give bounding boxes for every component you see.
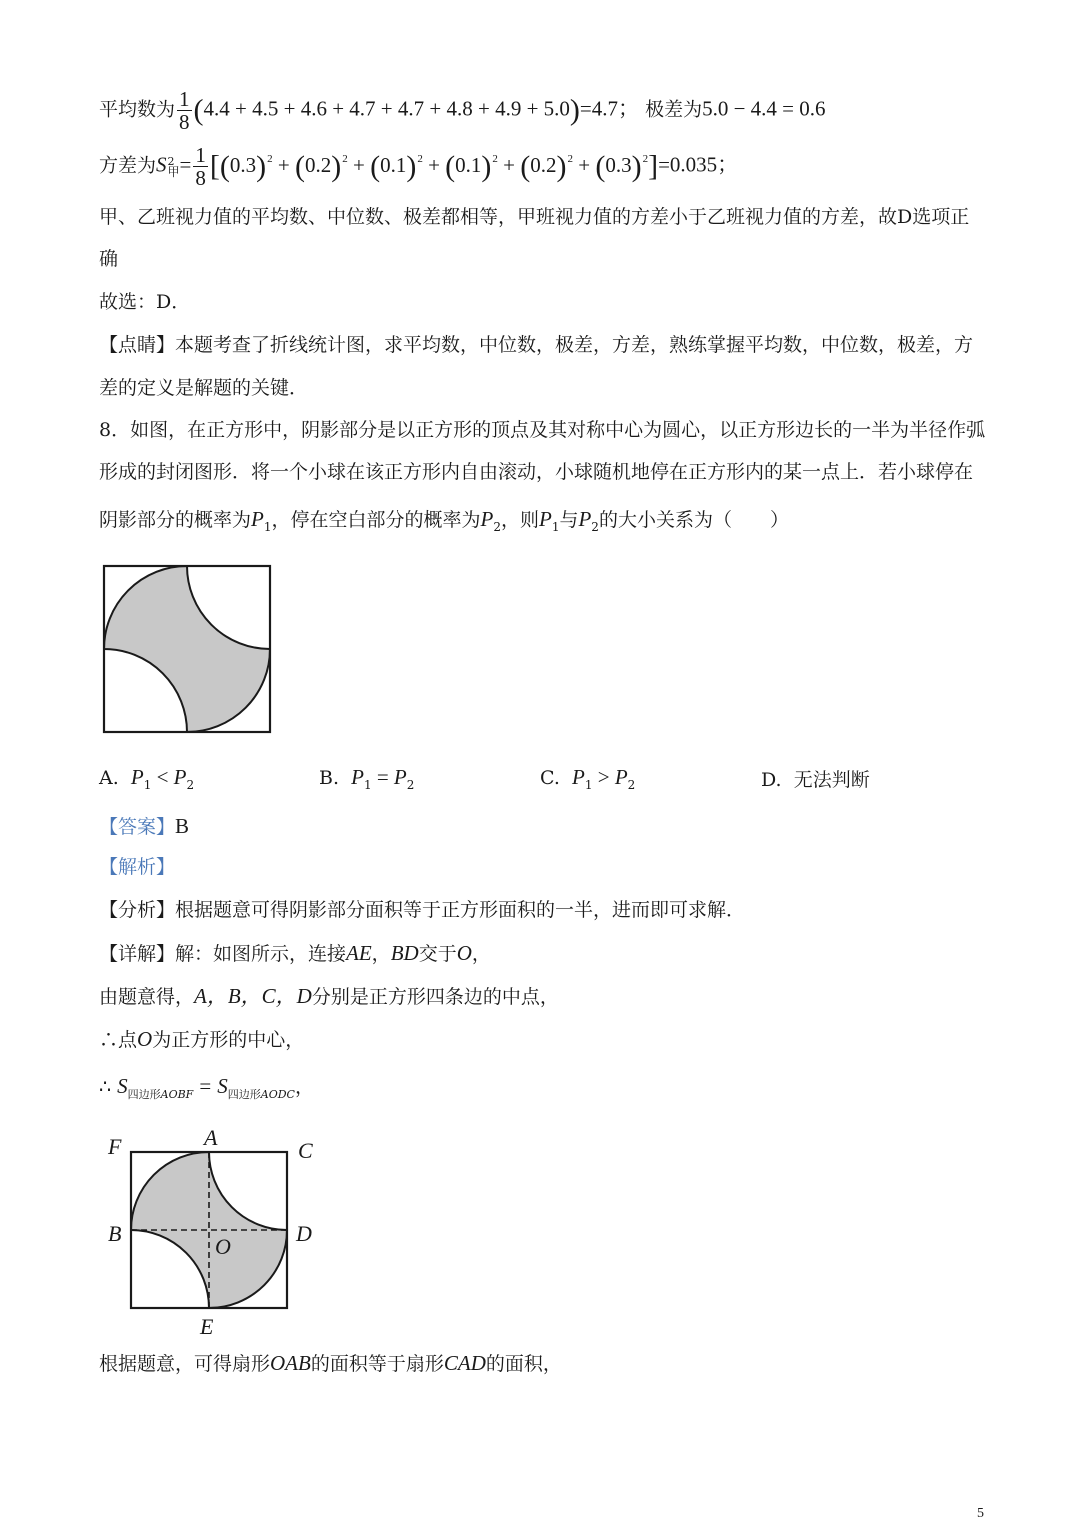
mean-line: 平均数为 $\frac{1}{8}$ (4.4 + 4.5 + 4.6 + 4.7 + 4.7 + 4.8 + 4.9 + 5.0)=4.7； 极差为5.0 − 4.4 = 0.6 xyxy=(99,87,826,134)
variance-line: 方差为S 2 甲 = $\frac{1}{8}$ $[(0.3)^2 + (0.2)^2 + (0.1)^2 + (0.1)^2 + (0.2)^2 + (0.3)^2]=0.035$； xyxy=(99,143,739,190)
detail-line-4: ∴ $S_{四边形AOBF} = S_{四边形AODC}$， xyxy=(99,1074,314,1101)
conclusion-line-1: 甲、乙班视力值的平均数、中位数、极差都相等，甲班视力值的方差小于乙班视力值的方差，故D选项正 xyxy=(99,206,970,228)
label-c: C xyxy=(298,1138,313,1163)
label-e: E xyxy=(200,1314,214,1339)
detail-line-3: ∴点O为正方形的中心， xyxy=(99,1027,305,1051)
conclusion-line-2: 确 xyxy=(99,248,119,270)
detail-line-2: 由题意得，A，B，C，D分别是正方形四条边的中点， xyxy=(99,984,559,1008)
question-figure xyxy=(104,566,270,732)
shaded-region xyxy=(104,566,270,732)
page-number: 5 xyxy=(977,1506,984,1521)
detail-line-1: 【详解】解：如图所示，连接AE，BD交于O， xyxy=(99,941,491,965)
label-d: D xyxy=(296,1221,312,1246)
range-label: 极差为 xyxy=(645,98,703,121)
mean-label: 平均数为 xyxy=(99,98,176,121)
analysis-line: 【分析】根据题意可得阴影部分面积等于正方形面积的一半，进而即可求解． xyxy=(99,899,746,921)
variance-terms: $(0.3)^2 + (0.2)^2 + (0.1)^2 + (0.1)^2 + (0.2)^2 + (0.3)^2$ xyxy=(219,149,649,183)
label-o: O xyxy=(215,1234,231,1259)
option-d[interactable]: D. 无法判断 xyxy=(761,769,870,791)
mean-result: =4.7； xyxy=(579,96,640,121)
question-line-1: 8．如图，在正方形中，阴影部分是以正方形的顶点及其对称中心为圆心，以正方形边长的一半为半径作弧 xyxy=(99,419,986,441)
fraction-one-eighth: $\frac{1}{8}$ xyxy=(179,87,190,134)
option-b[interactable]: B. $P_1 = P_2$ xyxy=(319,765,415,792)
solution-figure xyxy=(104,1125,334,1343)
answer-value: B xyxy=(175,814,190,838)
choose-line: 故选：D． xyxy=(99,291,191,313)
label-b: B xyxy=(108,1221,122,1246)
option-c[interactable]: C. $P_1 > P_2$ xyxy=(540,765,636,792)
mean-terms: 4.4 + 4.5 + 4.6 + 4.7 + 4.7 + 4.8 + 4.9 + 5.0 xyxy=(203,96,570,121)
detail-line-5: 根据题意，可得扇形OAB的面积等于扇形CAD的面积， xyxy=(99,1351,562,1375)
label-f: F xyxy=(108,1134,122,1159)
fraction-one-eighth-2: $\frac{1}{8}$ xyxy=(195,143,206,190)
variance-result: =0.035； xyxy=(658,152,739,177)
label-a: A xyxy=(204,1125,218,1150)
option-a[interactable]: A. $P_1 < P_2$ xyxy=(99,765,195,792)
variance-label: 方差为 xyxy=(99,154,157,177)
analysis-heading: 【解析】 xyxy=(99,856,176,878)
answer-line: 【答案】B xyxy=(99,814,190,838)
question-line-3: 阴影部分的概率为$P_1$，停在空白部分的概率为$P_2$，则$P_1$与$P_2$的大小关系为（ ） xyxy=(99,507,789,534)
comment-line-2: 差的定义是解题的关键． xyxy=(99,377,309,399)
comment-line-1: 【点睛】本题考查了折线统计图，求平均数，中位数，极差，方差，熟练掌握平均数，中位数，极差，方 xyxy=(99,334,974,356)
range-expr: 5.0 − 4.4 = 0.6 xyxy=(702,96,826,121)
question-line-2: 形成的封闭图形．将一个小球在该正方形内自由滚动，小球随机地停在正方形内的某一点上．若小球停在 xyxy=(99,461,974,483)
